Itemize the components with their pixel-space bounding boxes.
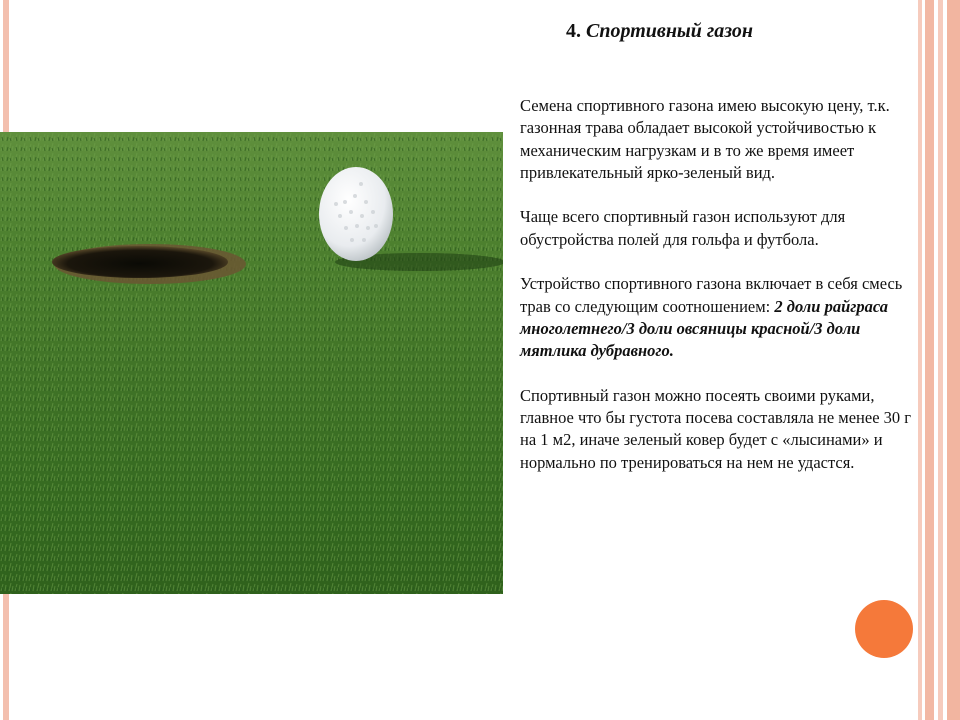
right-decor-stripe	[925, 0, 934, 720]
golf-ball-illustration	[0, 132, 503, 594]
paragraph-3	[520, 273, 920, 362]
paragraph-3-lead: Устройство спортивного газона включает в себя смесь трав со следующим соотношением:	[520, 274, 903, 316]
slide-body	[520, 95, 920, 496]
paragraph-3-ratio: 2 доли райграса многолетнего/3 доли овсяницы красной/3 доли мятлика дубравного.	[520, 296, 888, 361]
title-number: 4.	[566, 20, 581, 42]
accent-dot	[855, 600, 913, 658]
golf-ball-photo	[0, 132, 503, 594]
right-decor-stripe	[947, 0, 960, 720]
slide-title	[566, 20, 896, 43]
title-text: Спортивный газон	[586, 20, 753, 42]
paragraph-1: Семена спортивного газона имею высокую цену, т.к. газонная трава обладает высокой устойчивостью к механическим нагрузкам и в то же время имеет привлекательный ярко-зеленый вид.	[520, 96, 890, 182]
paragraph-4: Спортивный газон можно посеять своими руками, главное что бы густота посева составляла не менее 30 г на 1 м2, иначе зеленый ковер будет с «лысинами» и нормально по тренироваться на нем не удастся.	[520, 385, 912, 472]
paragraph-2: Чаще всего спортивный газон используют для обустройства полей для гольфа и футбола.	[520, 207, 846, 249]
right-decor-stripe	[938, 0, 943, 720]
